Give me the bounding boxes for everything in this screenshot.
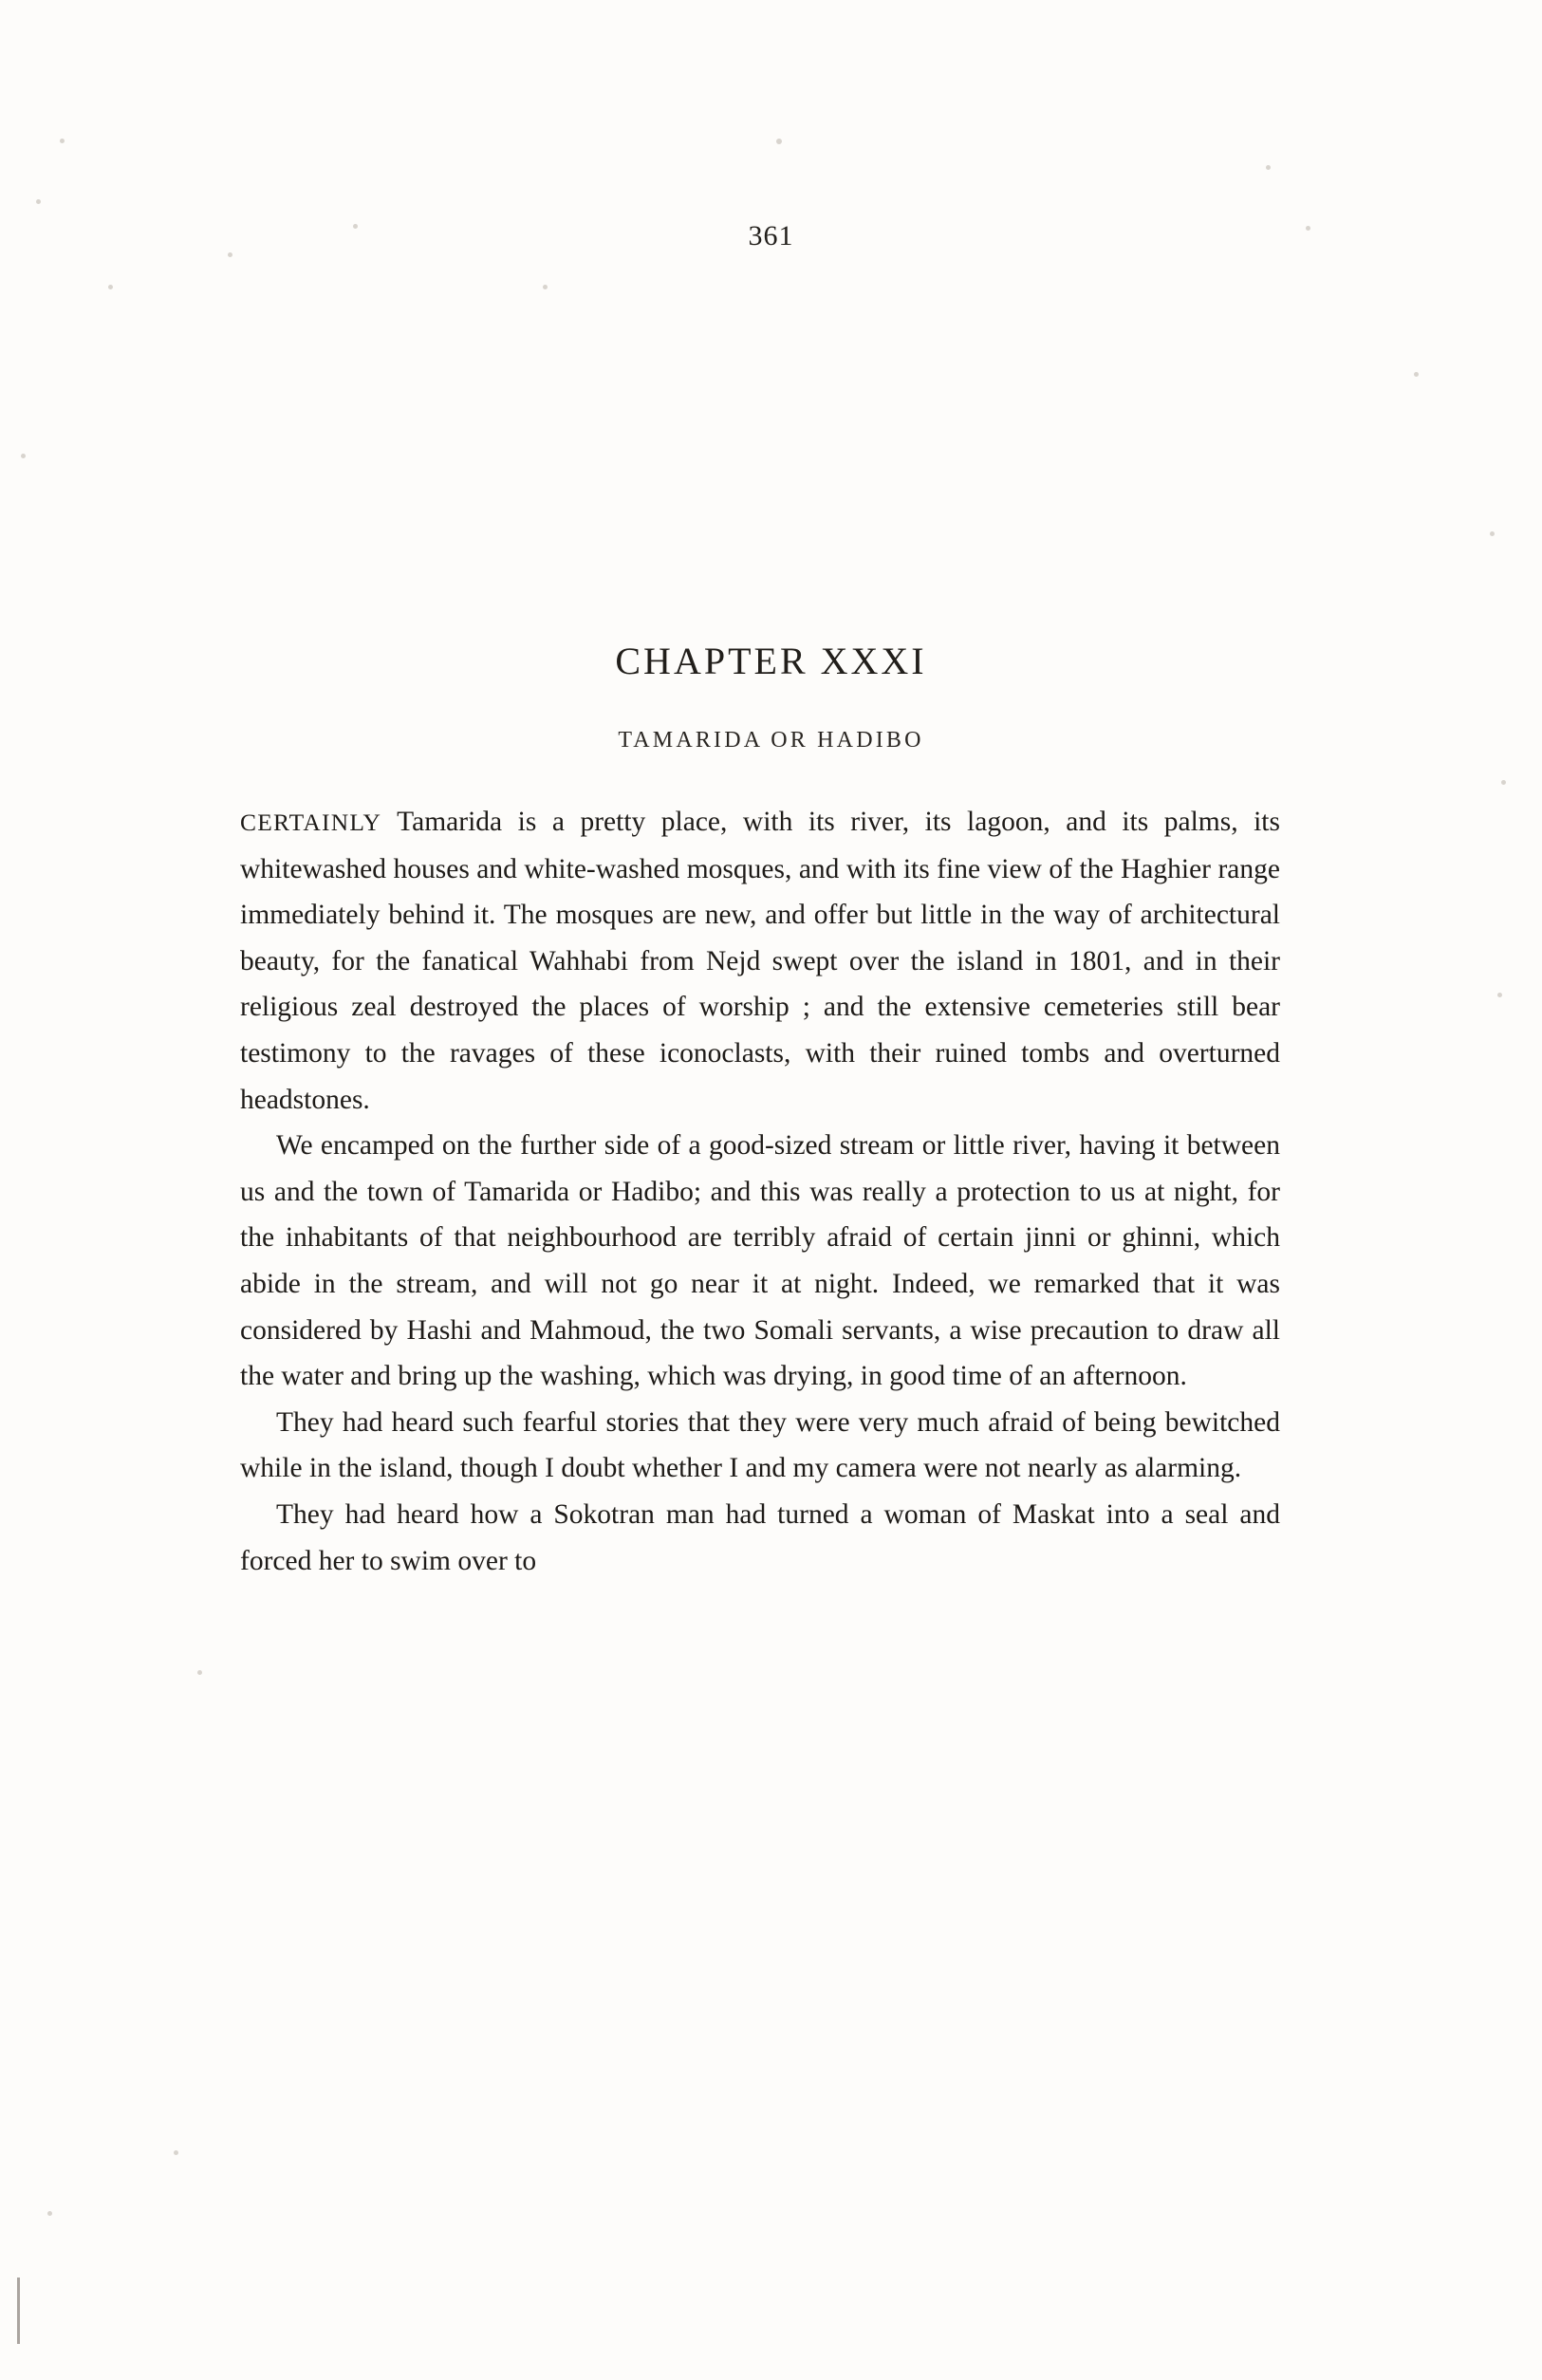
paper-speck (47, 2211, 52, 2216)
body-text (240, 799, 1280, 1584)
paper-speck (776, 139, 782, 144)
paragraph-2: We encamped on the further side of a good-sized stream or little river, having it between us and the town of Tamarida or Hadibo; and this was really a protection to us at night, for the inhabitants of that neighbourhood are terribly afraid of certain jinni or ghinni, which abide in the stream, and will not go near it at night. Indeed, we remarked that it was considered by Hashi and Mahmoud, the two Somali servants, a wise precaution to draw all the water and bring up the washing, which was drying, in good time of an afternoon. (240, 1130, 1280, 1392)
paper-speck (60, 139, 65, 143)
edge-artifact (17, 2278, 20, 2344)
paper-speck (108, 285, 113, 289)
chapter-title: CHAPTER XXXI (615, 640, 927, 682)
opening-small-caps: CERTAINLY (240, 809, 382, 836)
paper-speck (1490, 531, 1495, 536)
paragraph-4: They had heard how a Sokotran man had turned a woman of Maskat into a seal and forced her to swim over to (240, 1498, 1280, 1576)
paper-speck (36, 199, 41, 204)
page-number: 361 (748, 220, 794, 251)
paper-speck (228, 252, 232, 257)
paper-speck (174, 2150, 178, 2155)
paper-speck (543, 285, 548, 289)
chapter-subtitle: TAMARIDA OR HADIBO (618, 728, 924, 753)
paper-speck (1266, 165, 1271, 170)
paragraph-1: CERTAINLY Tamarida is a pretty place, with its river, its lagoon, and its palms, its whitewashed houses and white-washed mosques, and with its fine view of the Haghier range immediately behind it. The mosques are new, and offer but little in the way of architectural beauty, for the fanatical Wahhabi from Nejd swept over the island in 1801, and in their religious zeal destroyed the places of worship ; and the extensive cemeteries still bear testimony to the ravages of these iconoclasts, with their ruined tombs and overturned headstones. (240, 807, 1280, 1115)
paper-speck (1501, 780, 1506, 785)
paper-speck (1414, 372, 1419, 377)
paper-speck (21, 454, 26, 458)
paper-speck (1497, 993, 1502, 997)
paragraph-3: They had heard such fearful stories that they were very much afraid of being bewitched while in the island, though I doubt whether I and my camera were not nearly as alarming. (240, 1406, 1280, 1484)
paper-speck (197, 1670, 202, 1675)
